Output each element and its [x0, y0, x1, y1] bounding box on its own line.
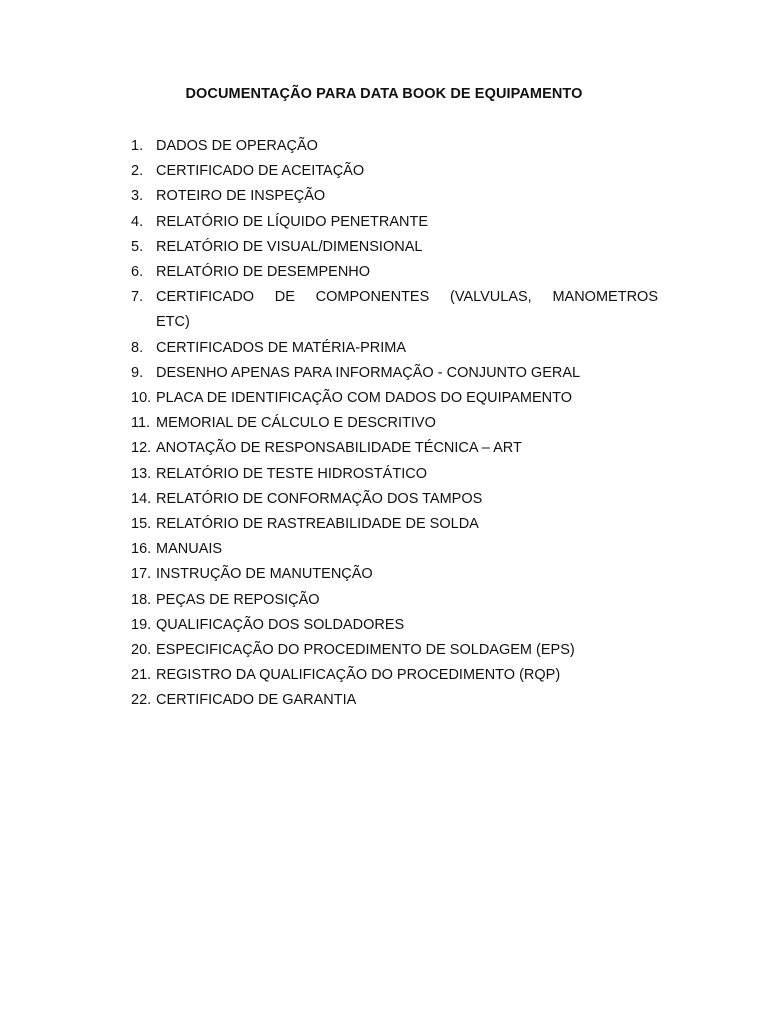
- list-item-number: 12.: [131, 440, 152, 457]
- list-item: [131, 386, 658, 411]
- list-item: [131, 361, 658, 386]
- list-item: [131, 512, 658, 537]
- list-item-number: 3.: [131, 188, 144, 205]
- list-item-number: 6.: [131, 264, 144, 281]
- list-item-number: 18.: [131, 591, 152, 608]
- list-item-number: 19.: [131, 616, 152, 633]
- list-item-number: 7.: [131, 289, 144, 306]
- list-item-number: 14.: [131, 490, 152, 507]
- list-item-text: ESPECIFICAÇÃO DO PROCEDIMENTO DE SOLDAGEM (EPS): [156, 642, 575, 659]
- list-item-text: DESENHO APENAS PARA INFORMAÇÃO - CONJUNTO GERAL: [156, 364, 581, 381]
- list-item-number: 10.: [131, 390, 152, 407]
- list-item-text: RELATÓRIO DE RASTREABILIDADE DE SOLDA: [156, 516, 479, 533]
- list-item: [131, 436, 658, 461]
- list-item-text: CERTIFICADO DE GARANTIA: [156, 692, 357, 709]
- list-item: [131, 537, 658, 562]
- list-item-text: CERTIFICADO DE ACEITAÇÃO: [156, 163, 365, 180]
- list-item-text: INSTRUÇÃO DE MANUTENÇÃO: [156, 566, 373, 583]
- list-item-number: 22.: [131, 692, 152, 709]
- list-item-text: RELATÓRIO DE CONFORMAÇÃO DOS TAMPOS: [156, 490, 483, 507]
- list-item: [131, 159, 658, 184]
- list-item-text: ROTEIRO DE INSPEÇÃO: [156, 188, 326, 205]
- list-item-number: 13.: [131, 465, 152, 482]
- list-item: [131, 134, 658, 159]
- list-item-text: RELATÓRIO DE DESEMPENHO: [156, 264, 371, 281]
- list-item-number: 15.: [131, 516, 152, 533]
- list-item: [131, 235, 658, 260]
- list-item-text: RELATÓRIO DE LÍQUIDO PENETRANTE: [156, 213, 429, 230]
- list-item-text: MEMORIAL DE CÁLCULO E DESCRITIVO: [156, 415, 436, 432]
- list-item: [131, 260, 658, 285]
- list-item-text-line2: ETC): [156, 314, 190, 331]
- list-item: [131, 638, 658, 663]
- list-item-text: PEÇAS DE REPOSIÇÃO: [156, 591, 320, 608]
- list-item-number: 5.: [131, 238, 144, 255]
- list-item-number: 11.: [131, 415, 151, 432]
- list-item-number: 20.: [131, 642, 152, 659]
- list-item-text: CERTIFICADOS DE MATÉRIA-PRIMA: [156, 339, 407, 356]
- list-item-text: DADOS DE OPERAÇÃO: [156, 138, 318, 154]
- list-item-number: 1.: [131, 138, 144, 154]
- list-item-text: RELATÓRIO DE TESTE HIDROSTÁTICO: [156, 465, 427, 482]
- list-item: [131, 487, 658, 512]
- list-item: [131, 184, 658, 209]
- list-item-number: 21.: [131, 667, 152, 684]
- list-item-text: RELATÓRIO DE VISUAL/DIMENSIONAL: [156, 238, 423, 255]
- list-item: [131, 663, 658, 688]
- list-item-number: 16.: [131, 541, 152, 558]
- list-item: [131, 285, 658, 335]
- list-item-number: 8.: [131, 339, 144, 356]
- list-item-text: ANOTAÇÃO DE RESPONSABILIDADE TÉCNICA – ART: [156, 440, 522, 457]
- list-item: [131, 462, 658, 487]
- list-item: [131, 613, 658, 638]
- list-item: [131, 588, 658, 613]
- list-item-text-line1: CERTIFICADO DE COMPONENTES (VALVULAS, MANOMETROS: [156, 289, 658, 306]
- list-item: [131, 562, 658, 587]
- list-item-text: MANUAIS: [156, 541, 223, 558]
- list-item-number: 4.: [131, 213, 144, 230]
- list-item: [131, 210, 658, 235]
- document-list: [131, 134, 658, 714]
- list-item-text: PLACA DE IDENTIFICAÇÃO COM DADOS DO EQUIPAMENTO: [156, 390, 572, 407]
- document-title: DOCUMENTAÇÃO PARA DATA BOOK DE EQUIPAMENTO: [185, 86, 583, 102]
- list-item: [131, 688, 658, 713]
- list-item: [131, 336, 658, 361]
- list-item-text: REGISTRO DA QUALIFICAÇÃO DO PROCEDIMENTO (RQP): [156, 667, 561, 684]
- list-item-number: 9.: [131, 364, 144, 381]
- list-item-number: 17.: [131, 566, 152, 583]
- list-item: [131, 411, 658, 436]
- list-item-number: 2.: [131, 163, 144, 180]
- list-item-text: QUALIFICAÇÃO DOS SOLDADORES: [156, 616, 405, 633]
- list-item-text: [156, 285, 658, 335]
